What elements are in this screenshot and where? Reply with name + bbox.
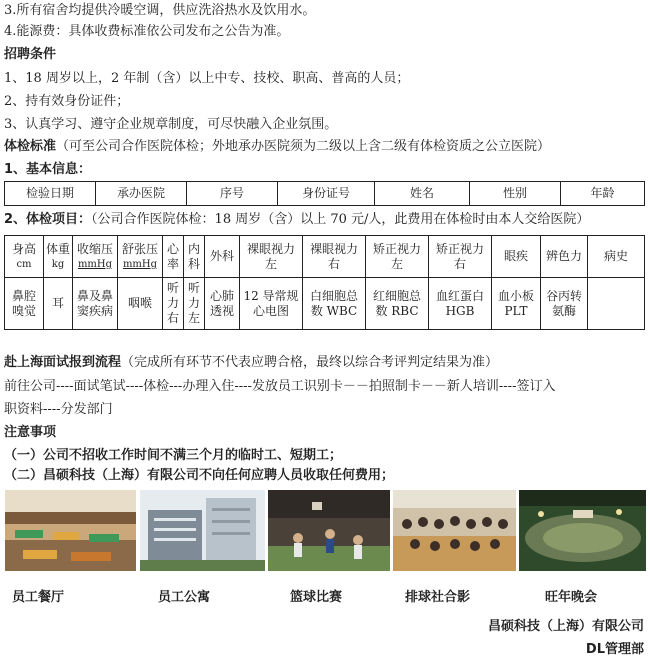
exam-cell-a: 咽喉: [127, 296, 152, 310]
exam-cell: [429, 236, 492, 278]
exam-cell-b: 右: [453, 256, 466, 271]
exam-cell: [429, 278, 492, 330]
basic-col: 身份证号: [278, 182, 375, 206]
exam-cell-b: HGB: [445, 303, 475, 318]
exam-cell: [588, 278, 645, 330]
exam-cell-b: 右: [327, 256, 340, 271]
recruit-item-1: 1、18 周岁以上，2 年制（含）以上中专、技校、职高、普高的人员；: [4, 71, 410, 86]
exam-cell-a: 内: [187, 241, 200, 256]
exam-cell-b: 数 RBC: [375, 303, 419, 318]
flow-note: （完成所有环节不代表应聘合格，最终以综合考评判定结果为准）: [121, 355, 499, 370]
exam-cell-b: 氨酶: [551, 303, 576, 318]
exam-cell: [588, 236, 645, 278]
exam-cell-a: 鼻及鼻: [76, 288, 113, 303]
exam-cell: [118, 278, 163, 330]
exam-cell-a: 听: [166, 281, 179, 295]
exam-cell-b: 数 WBC: [310, 303, 358, 318]
exam-cell-a: 收缩压: [76, 241, 113, 256]
exam-cell: [205, 236, 240, 278]
exam-cell: [541, 236, 588, 278]
exam-cell-b: 力右: [166, 296, 179, 325]
exam-cell: [366, 278, 429, 330]
recruit-item-3: 3、认真学习、遵守企业规章制度，可尽快融入企业氛围。: [4, 117, 338, 132]
exam-cell-a: 鼻腔: [11, 288, 36, 303]
exam-cell: [5, 236, 44, 278]
caption-volleyball: 排球社合影: [405, 590, 471, 605]
basketball-image: [268, 490, 390, 571]
exam-cell-b: PLT: [504, 303, 528, 318]
exam-cell: [303, 278, 366, 330]
exam-cell-a: 红细胞总: [372, 288, 421, 303]
exam-cell-a: 心: [166, 241, 179, 256]
flow-steps-1: 前往公司----面试笔试----体检---办理入住----发放员工识别卡－－拍照制卡－－新人培训----签订入: [4, 379, 556, 394]
basic-col: 序号: [187, 182, 278, 206]
exam-table: [4, 235, 645, 330]
exam-items-title: 2、体检项目：: [4, 212, 92, 227]
exam-cell-b: 嗅觉: [11, 303, 36, 318]
exam-cell-b: 力左: [187, 296, 200, 325]
basic-info-table: [4, 181, 645, 206]
exam-cell: [240, 278, 303, 330]
exam-items-line: [4, 212, 589, 228]
exam-cell: [44, 278, 73, 330]
exam-cell-a: 白细胞总: [309, 288, 358, 303]
exam-cell-a: 病史: [603, 249, 628, 263]
exam-cell: [163, 236, 184, 278]
exam-cell-a: 血小板: [497, 288, 534, 303]
exam-cell-a: 心肺: [209, 288, 234, 303]
exam-cell-b: 左: [390, 256, 403, 271]
exam-cell: [73, 236, 118, 278]
volleyball-image: [393, 490, 516, 571]
basic-col: 性别: [470, 182, 561, 206]
exam-cell: [184, 278, 205, 330]
basic-col: 承办医院: [96, 182, 187, 206]
exam-cell-b: 科: [187, 256, 200, 271]
exam-cell: [240, 236, 303, 278]
exam-standard-heading: 体检标准: [4, 139, 57, 154]
basic-col: 年龄: [561, 182, 645, 206]
exam-standard-line: [4, 139, 550, 155]
exam-cell: [163, 278, 184, 330]
exam-cell: [303, 236, 366, 278]
note-2: （二）昌硕科技（上海）有限公司不向任何应聘人员收取任何费用；: [4, 468, 395, 483]
exam-cell: [184, 236, 205, 278]
annual-party-image: [519, 490, 646, 571]
basic-col: 姓名: [375, 182, 470, 206]
basketball-photo: [268, 490, 390, 571]
footer-department: DL管理部: [585, 642, 644, 657]
exam-cell: [541, 278, 588, 330]
dormitory-image: [140, 490, 265, 571]
exam-cell-b: mmHg: [122, 258, 158, 270]
basic-info-title: 1、基本信息：: [4, 162, 92, 177]
basic-col: 检验日期: [5, 182, 96, 206]
recruit-item-2: 2、持有效身份证件；: [4, 94, 130, 109]
dorm-note: 3.所有宿舍均提供冷暖空调，供应洗浴热水及饮用水。: [4, 3, 316, 18]
exam-cell-b: 率: [166, 256, 179, 271]
exam-cell-b: cm: [16, 258, 32, 270]
caption-dormitory: 员工公寓: [158, 590, 211, 605]
exam-cell: [366, 236, 429, 278]
exam-cell: [44, 236, 73, 278]
exam-cell-b: 透视: [209, 303, 234, 318]
exam-cell: [118, 236, 163, 278]
exam-cell-a: 耳: [51, 296, 64, 310]
energy-fee-note: 4.能源费：具体收费标准依公司发布之公告为准。: [4, 24, 290, 39]
exam-cell-b: 心电图: [252, 303, 289, 318]
flow-title: 赴上海面试报到流程: [4, 355, 122, 370]
caption-annual-party: 旺年晚会: [545, 590, 598, 605]
canteen-image: [5, 490, 136, 571]
canteen-photo: [5, 490, 136, 571]
note-1: （一）公司不招收工作时间不满三个月的临时工、短期工；: [4, 448, 343, 463]
exam-cell-a: 舒张压: [121, 241, 158, 256]
exam-cell-a: 听: [187, 281, 200, 295]
exam-cell-a: 矫正视力: [435, 241, 484, 256]
caption-basketball: 篮球比赛: [290, 590, 343, 605]
notes-heading: 注意事项: [4, 425, 57, 440]
flow-title-line: [4, 355, 498, 371]
exam-cell: [205, 278, 240, 330]
flow-steps-2: 职资料----分发部门: [4, 402, 113, 417]
exam-cell-a: 外科: [209, 249, 234, 263]
footer-company: 昌硕科技（上海）有限公司: [487, 619, 644, 634]
exam-cell-a: 血红蛋白: [435, 288, 484, 303]
exam-cell-a: 裸眼视力: [246, 241, 295, 256]
exam-cell: [5, 278, 44, 330]
exam-cell-b: 左: [264, 256, 277, 271]
dormitory-photo: [140, 490, 265, 571]
exam-cell-a: 裸眼视力: [309, 241, 358, 256]
exam-cell-a: 矫正视力: [372, 241, 421, 256]
exam-cell-a: 体重: [45, 241, 70, 256]
exam-cell-a: 12 导常规: [243, 288, 299, 303]
exam-cell-a: 身高: [11, 241, 36, 256]
exam-cell-a: 辨色力: [545, 249, 582, 263]
caption-canteen: 员工餐厅: [12, 590, 65, 605]
exam-cell-a: 眼疾: [503, 249, 528, 263]
exam-items-fee: （公司合作医院体检：18 周岁（含）以上 70 元/人，此费用在体检时由本人交给医院）: [91, 212, 590, 227]
exam-cell-b: kg: [51, 258, 65, 270]
exam-cell: [492, 278, 541, 330]
exam-cell: [73, 278, 118, 330]
recruit-heading: 招聘条件: [4, 47, 57, 62]
exam-cell-b: mmHg: [77, 258, 113, 270]
exam-cell-a: 谷丙转: [545, 288, 582, 303]
exam-cell: [492, 236, 541, 278]
annual-party-photo: [519, 490, 646, 571]
exam-cell-b: 窦疾病: [76, 303, 113, 318]
exam-standard-text: （可至公司合作医院体检；外地承办医院须为二级以上含二级有体检资质之公立医院）: [56, 139, 551, 154]
volleyball-photo: [393, 490, 516, 571]
